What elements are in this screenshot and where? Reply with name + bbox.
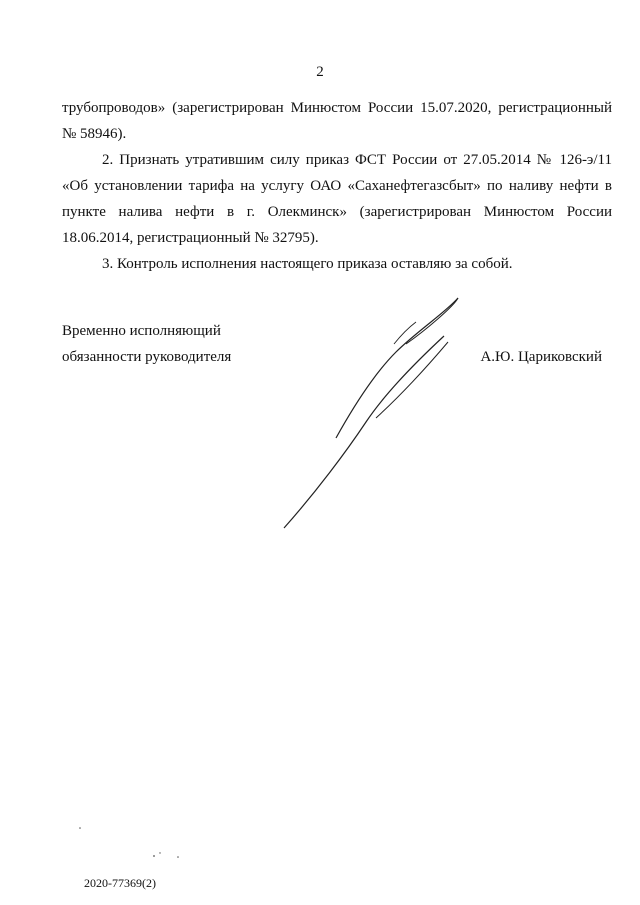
document-body: [62, 95, 612, 277]
paragraph-item-2: 2. Признать утратившим силу приказ ФСТ России от 27.05.2014 № 126-э/11 «Об установлении тарифа на услугу ОАО «Саханефтегазсбыт» по наливу нефти в пункте налива нефти в г. Олекминск» (зарегистрирован Минюстом России 18.06.2014, регистрационный № 32795).: [62, 152, 612, 246]
signatory-position: [62, 318, 231, 370]
paragraph-item-3: 3. Контроль исполнения настоящего приказа оставляю за собой.: [102, 256, 513, 272]
paragraph-continuation: трубопроводов» (зарегистрирован Минюстом России 15.07.2020, регистрационный № 58946).: [62, 100, 612, 142]
document-code: 2020-77369(2): [84, 876, 156, 890]
scan-specks: [74, 820, 194, 870]
page-number: 2: [316, 64, 324, 80]
signatory-position-line-1: Временно исполняющий: [62, 323, 221, 339]
signatory-position-line-2: обязанности руководителя: [62, 349, 232, 365]
handwritten-signature: [276, 292, 466, 532]
signatory-name: А.Ю. Цариковский: [480, 349, 602, 365]
